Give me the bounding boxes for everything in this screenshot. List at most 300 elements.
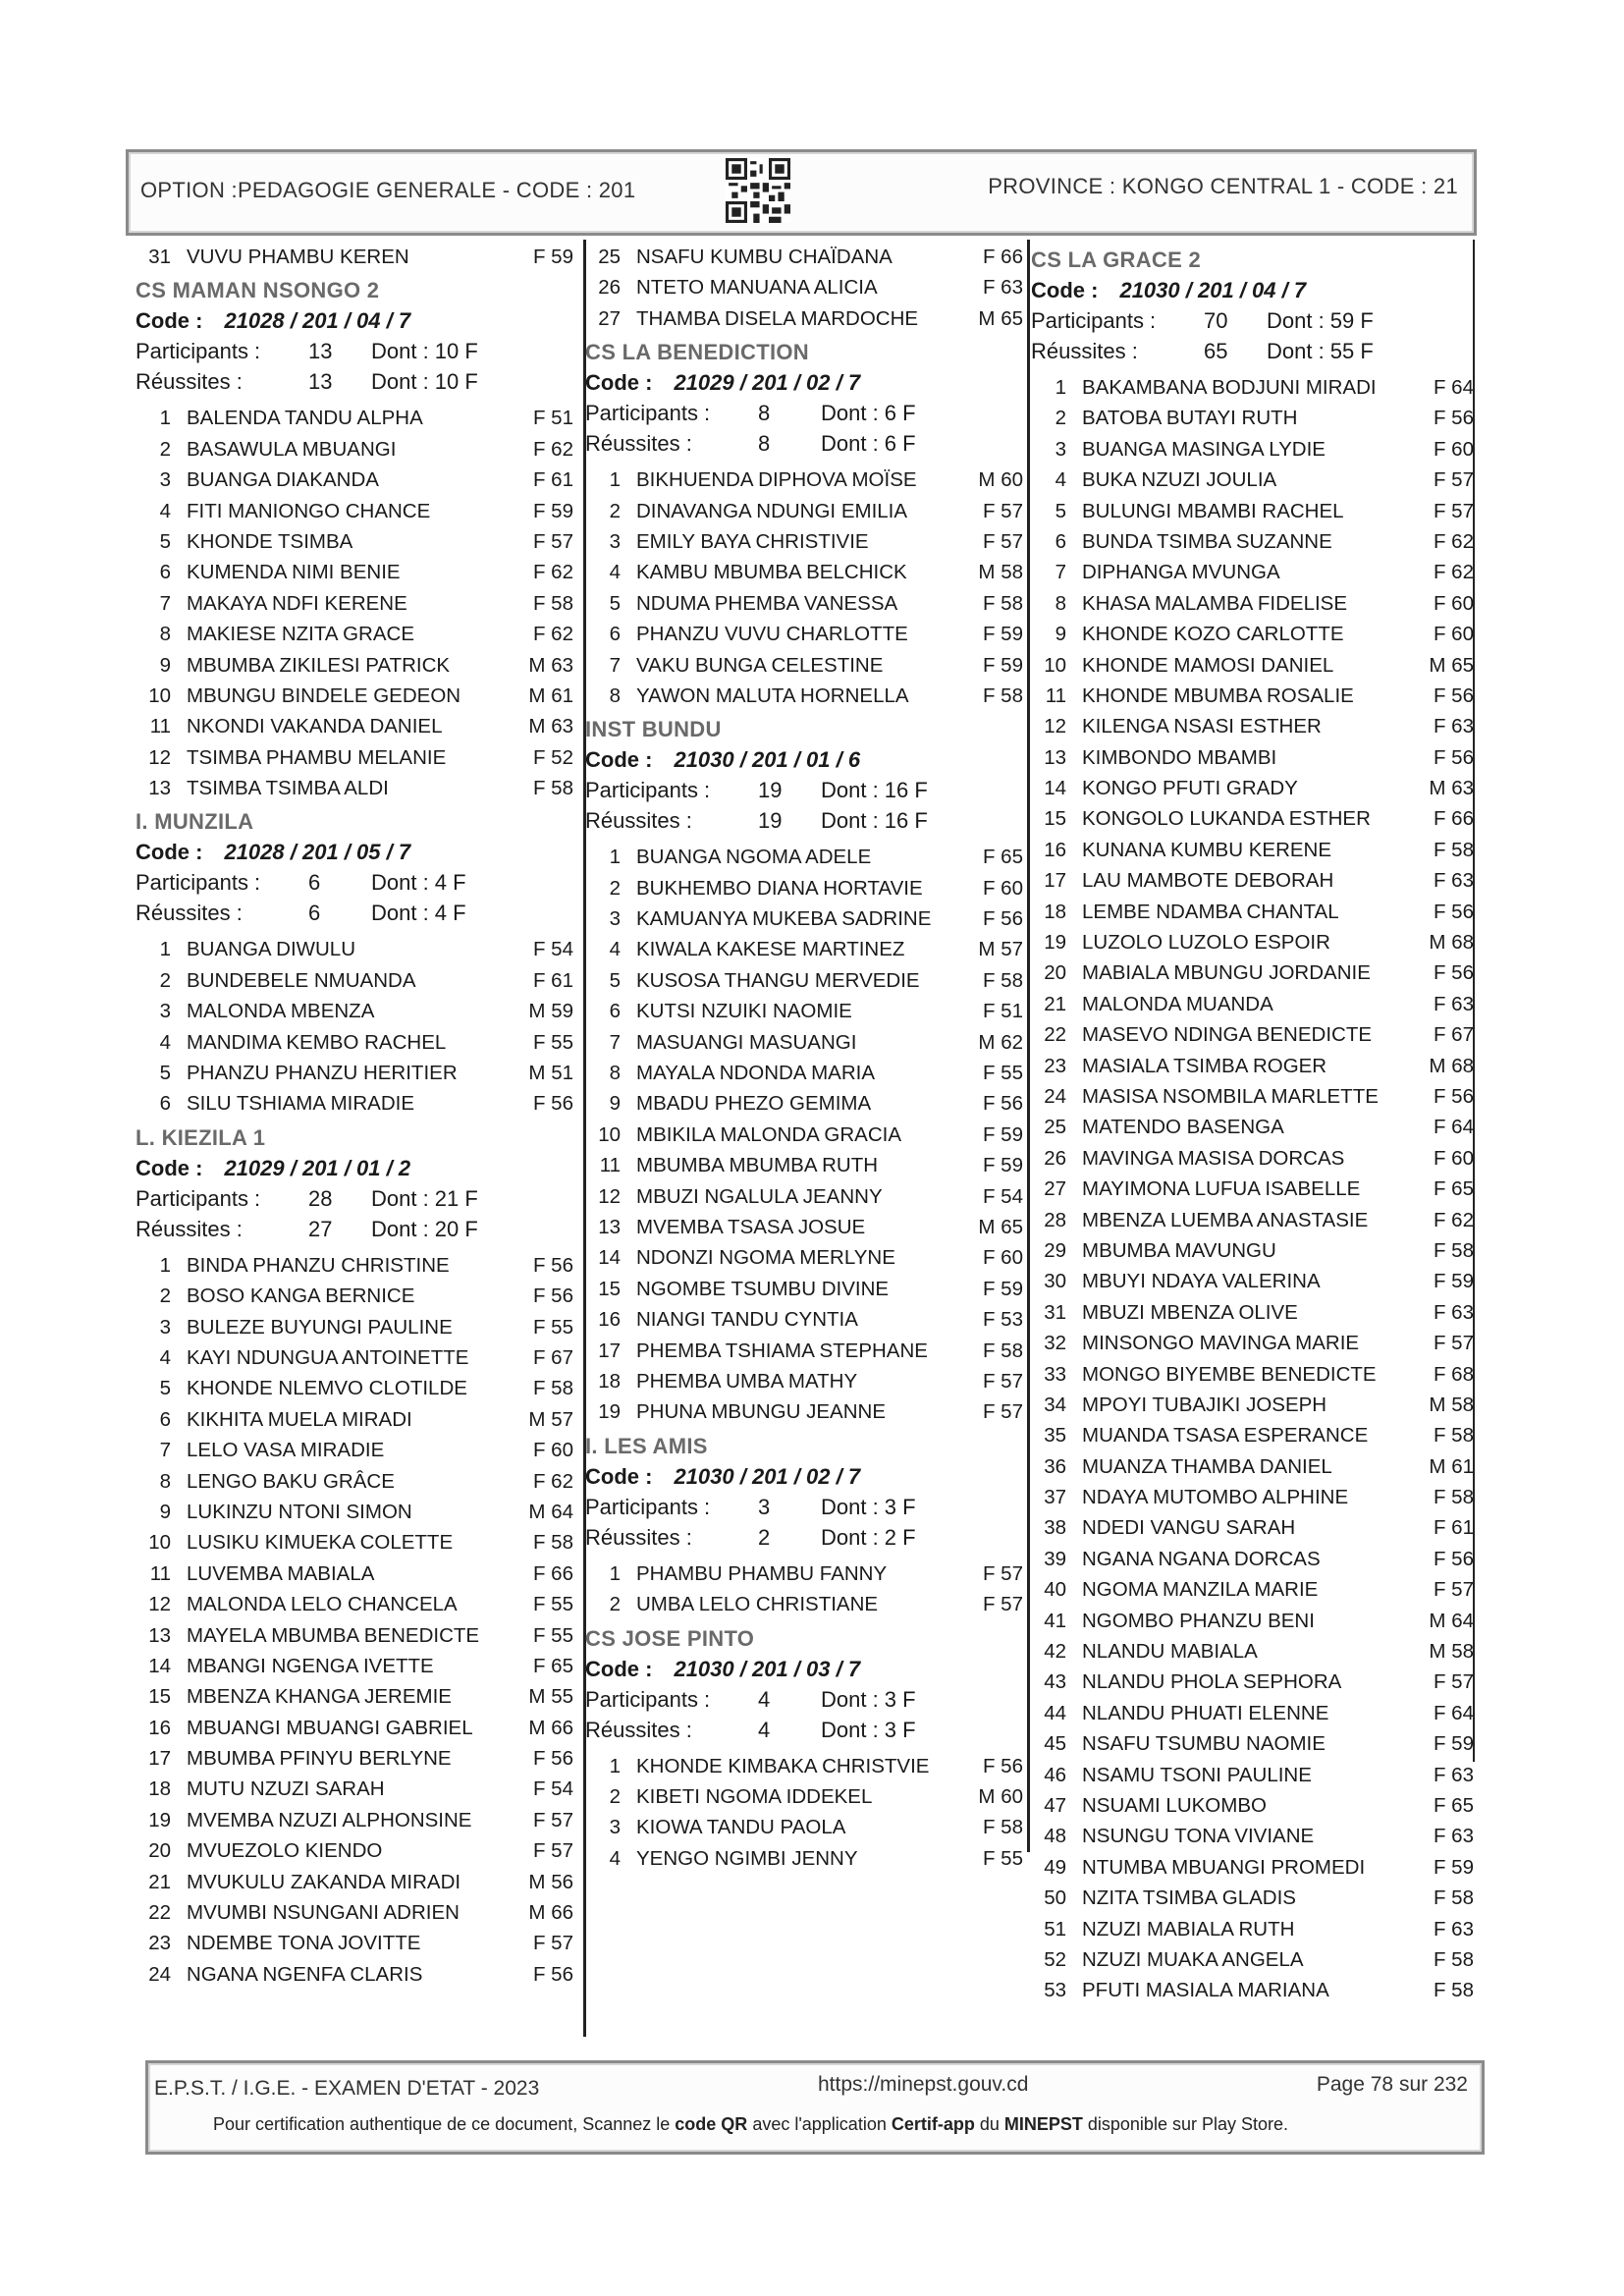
student-sex-score: F 65 xyxy=(1433,1177,1474,1201)
student-sex-score: F 58 xyxy=(1433,1886,1474,1910)
code-value: 21028 / 201 / 05 / 7 xyxy=(224,840,411,865)
student-name: MALONDA LELO CHANCELA xyxy=(187,1593,458,1616)
participants-stat xyxy=(585,1492,1027,1522)
student-sex-score: F 60 xyxy=(1433,1146,1474,1170)
student-row xyxy=(1031,742,1478,773)
student-number: 3 xyxy=(159,1315,171,1339)
student-sex-score: M 65 xyxy=(1429,653,1474,677)
student-sex-score: M 56 xyxy=(528,1870,573,1893)
student-name: MBADU PHEZO GEMIMA xyxy=(636,1092,872,1116)
student-name: MBUMBA MBUMBA RUTH xyxy=(636,1154,879,1177)
reussites-count: 27 xyxy=(308,1216,333,1241)
student-number: 12 xyxy=(598,1184,621,1208)
student-name: PHANZU PHANZU HERITIER xyxy=(187,1062,458,1085)
student-row xyxy=(135,619,577,649)
student-number: 5 xyxy=(159,529,171,553)
student-row xyxy=(585,965,1027,996)
student-name: MUANDA TSASA ESPERANCE xyxy=(1082,1424,1369,1448)
student-name: NDEDI VANGU SARAH xyxy=(1082,1516,1296,1540)
student-name: DINAVANGA NDUNGI EMILIA xyxy=(636,499,908,522)
student-sex-score: F 66 xyxy=(982,246,1023,268)
reussites-label: Réussites : xyxy=(135,1216,243,1241)
student-name: BALENDA TANDU ALPHA xyxy=(187,407,423,430)
student-name: MUANZA THAMBA DANIEL xyxy=(1082,1454,1332,1478)
student-row xyxy=(1031,588,1478,619)
page-number: Page 78 sur 232 xyxy=(1316,2073,1468,2096)
student-row xyxy=(585,650,1027,681)
code-label: Code : xyxy=(1031,278,1099,302)
student-number: 1 xyxy=(609,1754,621,1777)
student-number: 17 xyxy=(598,1339,621,1362)
student-sex-score: M 65 xyxy=(978,306,1023,330)
student-number: 50 xyxy=(1044,1886,1066,1910)
student-name: TSIMBA PHAMBU MELANIE xyxy=(187,745,447,769)
student-name: MAKIESE NZITA GRACE xyxy=(187,623,414,646)
student-row xyxy=(1031,1019,1478,1050)
student-name: KHONDE KIMBAKA CHRISTVIE xyxy=(636,1754,930,1777)
school-code xyxy=(135,305,577,336)
student-number: 52 xyxy=(1044,1947,1066,1971)
student-name: NLANDU PHOLA SEPHORA xyxy=(1082,1670,1342,1694)
student-number: 6 xyxy=(159,1407,171,1431)
student-number: 8 xyxy=(609,1062,621,1085)
student-sex-score: F 56 xyxy=(1433,745,1474,769)
student-name: KHASA MALAMBA FIDELISE xyxy=(1082,591,1348,615)
student-sex-score: F 57 xyxy=(532,1808,573,1831)
student-name: NIANGI TANDU CYNTIA xyxy=(636,1308,858,1332)
student-name: KIBETI NGOMA IDDEKEL xyxy=(636,1784,873,1808)
student-row xyxy=(585,1843,1027,1874)
student-sex-score: F 51 xyxy=(532,407,573,430)
student-row xyxy=(135,1281,577,1311)
school-block xyxy=(585,711,1027,1427)
student-number: 4 xyxy=(159,499,171,522)
student-number: 14 xyxy=(598,1246,621,1270)
student-name: BASAWULA MBUANGI xyxy=(187,437,397,461)
student-number: 31 xyxy=(1044,1300,1066,1324)
student-sex-score: M 64 xyxy=(1429,1609,1474,1632)
student-sex-score: F 58 xyxy=(1433,1486,1474,1509)
participants-label: Participants : xyxy=(135,1185,261,1211)
student-row xyxy=(1031,1112,1478,1142)
student-sex-score: F 66 xyxy=(532,1561,573,1585)
student-name: LENGO BAKU GRÂCE xyxy=(187,1469,395,1493)
student-name: MAYELA MBUMBA BENEDICTE xyxy=(187,1623,480,1647)
website-link[interactable]: https://minepst.gouv.cd xyxy=(818,2073,1029,2096)
student-row xyxy=(585,1027,1027,1058)
school-name: CS LA BENEDICTION xyxy=(585,340,809,365)
school-name: I. MUNZILA xyxy=(135,809,254,835)
student-row xyxy=(585,1150,1027,1180)
reussites-label: Réussites : xyxy=(135,901,243,926)
student-row xyxy=(585,1212,1027,1242)
student-row xyxy=(1031,1975,1478,2005)
code-label: Code : xyxy=(135,308,203,334)
student-number: 12 xyxy=(148,1593,171,1616)
code-value: 21030 / 201 / 01 / 6 xyxy=(674,747,861,773)
student-sex-score: M 59 xyxy=(528,1000,573,1023)
student-number: 3 xyxy=(609,907,621,931)
student-number: 5 xyxy=(609,968,621,992)
participants-label: Participants : xyxy=(135,870,261,896)
participants-stat xyxy=(585,775,1027,805)
student-number: 32 xyxy=(1044,1332,1066,1355)
student-row xyxy=(1031,681,1478,711)
student-number: 8 xyxy=(609,683,621,707)
student-sex-score: F 56 xyxy=(532,1962,573,1986)
student-row xyxy=(135,1805,577,1835)
student-row xyxy=(1031,557,1478,587)
school-code xyxy=(1031,275,1478,305)
student-sex-score: F 55 xyxy=(982,1062,1023,1085)
school-name: CS LA GRACE 2 xyxy=(1031,247,1201,272)
student-row xyxy=(1031,1266,1478,1296)
student-row xyxy=(135,1027,577,1058)
student-row xyxy=(135,1497,577,1527)
school-code xyxy=(585,1461,1027,1492)
participants-label: Participants : xyxy=(585,401,711,426)
student-sex-score: F 57 xyxy=(982,1369,1023,1393)
student-row xyxy=(1031,1235,1478,1266)
student-name: BUANGA MASINGA LYDIE xyxy=(1082,437,1326,461)
student-sex-score: F 60 xyxy=(1433,437,1474,461)
student-name: NDAYA MUTOMBO ALPHINE xyxy=(1082,1486,1349,1509)
student-row xyxy=(135,1558,577,1589)
participants-female: Dont : 21 F xyxy=(371,1185,478,1211)
student-sex-score: F 60 xyxy=(532,1439,573,1462)
reussites-count: 13 xyxy=(308,369,333,395)
student-number: 10 xyxy=(598,1122,621,1146)
student-number: 22 xyxy=(148,1901,171,1925)
student-number: 41 xyxy=(1044,1609,1066,1632)
student-name: NDUMA PHEMBA VANESSA xyxy=(636,591,898,615)
student-row xyxy=(135,1897,577,1928)
student-row xyxy=(1031,1698,1478,1728)
student-number: 20 xyxy=(148,1839,171,1863)
student-number: 16 xyxy=(148,1716,171,1739)
student-row xyxy=(135,1681,577,1712)
student-number: 39 xyxy=(1044,1547,1066,1570)
student-name: KONGO PFUTI GRADY xyxy=(1082,777,1298,800)
student-number: 19 xyxy=(1044,931,1066,955)
student-row xyxy=(1031,773,1478,803)
student-number: 12 xyxy=(1044,715,1066,738)
student-number: 23 xyxy=(1044,1054,1066,1077)
column-divider xyxy=(1027,240,1030,1852)
student-name: NZUZI MUAKA ANGELA xyxy=(1082,1947,1304,1971)
participants-count: 28 xyxy=(308,1185,333,1211)
page-footer xyxy=(145,2060,1485,2155)
student-number: 42 xyxy=(1044,1640,1066,1664)
reussites-label: Réussites : xyxy=(1031,339,1138,363)
province-label: PROVINCE : KONGO CENTRAL 1 - CODE : 21 xyxy=(988,174,1458,198)
student-row xyxy=(135,242,577,272)
student-row xyxy=(1031,526,1478,557)
student-row xyxy=(135,1774,577,1804)
student-sex-score: M 66 xyxy=(528,1716,573,1739)
student-row xyxy=(1031,403,1478,433)
student-name: MBUZI NGALULA JEANNY xyxy=(636,1184,883,1208)
reussites-female: Dont : 3 F xyxy=(821,1717,916,1742)
student-row xyxy=(1031,957,1478,988)
student-number: 8 xyxy=(159,623,171,646)
code-label: Code : xyxy=(135,840,203,865)
school-block xyxy=(135,803,577,1119)
code-label: Code : xyxy=(585,1463,653,1489)
student-sex-score: F 58 xyxy=(532,1377,573,1400)
student-sex-score: F 56 xyxy=(1433,1084,1474,1108)
student-row xyxy=(135,650,577,681)
student-row xyxy=(135,1088,577,1119)
student-sex-score: M 60 xyxy=(978,468,1023,492)
student-row xyxy=(585,1181,1027,1212)
student-number: 3 xyxy=(159,468,171,492)
student-row xyxy=(135,1250,577,1281)
student-sex-score: F 63 xyxy=(1433,869,1474,893)
student-name: NSUNGU TONA VIVIANE xyxy=(1082,1825,1315,1848)
student-sex-score: F 60 xyxy=(1433,591,1474,615)
participants-female: Dont : 6 F xyxy=(821,401,916,426)
student-number: 6 xyxy=(159,1092,171,1116)
reussites-stat xyxy=(135,366,577,397)
student-row xyxy=(585,1812,1027,1842)
student-number: 1 xyxy=(609,846,621,869)
student-number: 8 xyxy=(1055,591,1066,615)
student-name: MUTU NZUZI SARAH xyxy=(187,1777,385,1801)
participants-stat xyxy=(585,398,1027,428)
student-sex-score: F 51 xyxy=(982,1000,1023,1023)
student-name: MBUMBA MAVUNGU xyxy=(1082,1238,1276,1262)
student-sex-score: M 68 xyxy=(1429,1054,1474,1077)
student-row xyxy=(135,1312,577,1342)
student-row xyxy=(585,1242,1027,1273)
student-row xyxy=(1031,650,1478,681)
student-row xyxy=(135,1589,577,1619)
participants-label: Participants : xyxy=(1031,308,1157,333)
student-name: BAKAMBANA BODJUNI MIRADI xyxy=(1082,376,1377,399)
student-sex-score: M 57 xyxy=(978,938,1023,961)
student-sex-score: F 56 xyxy=(1433,900,1474,923)
reussites-female: Dont : 20 F xyxy=(371,1216,478,1241)
student-sex-score: F 56 xyxy=(1433,407,1474,430)
student-row xyxy=(1031,1606,1478,1636)
student-row xyxy=(135,1928,577,1958)
student-sex-score: F 58 xyxy=(1433,1947,1474,1971)
student-row xyxy=(135,526,577,557)
student-sex-score: F 59 xyxy=(982,623,1023,646)
student-name: BULUNGI MBAMBI RACHEL xyxy=(1082,499,1344,522)
student-row xyxy=(1031,865,1478,896)
student-name: KIWALA KAKESE MARTINEZ xyxy=(636,938,905,961)
student-number: 11 xyxy=(149,715,171,738)
student-name: KHONDE MAMOSI DANIEL xyxy=(1082,653,1334,677)
student-name: MAVINGA MASISA DORCAS xyxy=(1082,1146,1345,1170)
student-sex-score: M 60 xyxy=(978,1784,1023,1808)
student-sex-score: F 65 xyxy=(982,846,1023,869)
student-row xyxy=(135,434,577,465)
student-name: MBIKILA MALONDA GRACIA xyxy=(636,1122,901,1146)
student-number: 24 xyxy=(1044,1084,1066,1108)
student-number: 21 xyxy=(148,1870,171,1893)
student-sex-score: M 58 xyxy=(1429,1640,1474,1664)
student-name: BUNDA TSIMBA SUZANNE xyxy=(1082,529,1332,553)
student-name: NGOMBO PHANZU BENI xyxy=(1082,1609,1315,1632)
student-number: 6 xyxy=(609,1000,621,1023)
student-sex-score: F 61 xyxy=(1433,1516,1474,1540)
reussites-stat xyxy=(135,1214,577,1244)
student-row xyxy=(585,1336,1027,1366)
student-name: KUMENDA NIMI BENIE xyxy=(187,561,401,584)
participants-count: 70 xyxy=(1204,308,1228,333)
student-number: 2 xyxy=(1055,407,1066,430)
school-name: CS JOSE PINTO xyxy=(585,1625,755,1651)
student-number: 11 xyxy=(149,1561,171,1585)
student-row xyxy=(1031,897,1478,927)
student-sex-score: F 54 xyxy=(532,938,573,961)
student-name: LUSIKU KIMUEKA COLETTE xyxy=(187,1531,454,1555)
student-name: MONGO BIYEMBE BENEDICTE xyxy=(1082,1362,1377,1386)
student-number: 14 xyxy=(1044,777,1066,800)
student-sex-score: F 54 xyxy=(532,1777,573,1801)
student-row xyxy=(585,303,1027,334)
student-number: 13 xyxy=(148,1623,171,1647)
student-name: MBUNGU BINDELE GEDEON xyxy=(187,683,461,707)
student-row xyxy=(585,1304,1027,1335)
student-sex-score: F 62 xyxy=(532,561,573,584)
student-name: PHEMBA TSHIAMA STEPHANE xyxy=(636,1339,928,1362)
student-sex-score: F 57 xyxy=(1433,468,1474,492)
student-row xyxy=(135,681,577,711)
student-sex-score: F 59 xyxy=(982,1154,1023,1177)
school-code xyxy=(585,744,1027,775)
student-name: BINDA PHANZU CHRISTINE xyxy=(187,1253,450,1277)
student-number: 28 xyxy=(1044,1208,1066,1231)
student-sex-score: F 55 xyxy=(532,1030,573,1054)
student-number: 17 xyxy=(148,1747,171,1771)
student-name: NZITA TSIMBA GLADIS xyxy=(1082,1886,1296,1910)
student-name: LUKINZU NTONI SIMON xyxy=(187,1500,412,1523)
student-row xyxy=(1031,1143,1478,1174)
participants-count: 3 xyxy=(758,1494,771,1519)
student-row xyxy=(1031,1760,1478,1790)
student-name: NZUZI MABIALA RUTH xyxy=(1082,1917,1295,1941)
student-name: MALONDA MUANDA xyxy=(1082,992,1273,1015)
student-row xyxy=(135,588,577,619)
student-row xyxy=(585,1558,1027,1589)
student-row xyxy=(585,681,1027,711)
student-name: KHONDE KOZO CARLOTTE xyxy=(1082,623,1344,646)
student-sex-score: F 56 xyxy=(982,1092,1023,1116)
reussites-count: 19 xyxy=(758,808,783,834)
student-name: BUNDEBELE NMUANDA xyxy=(187,968,416,992)
school-block xyxy=(585,1620,1027,1875)
school-code xyxy=(585,367,1027,398)
student-name: KUNANA KUMBU KERENE xyxy=(1082,838,1332,861)
student-name: MVUMBI NSUNGANI ADRIEN xyxy=(187,1901,460,1925)
student-name: NKONDI VAKANDA DANIEL xyxy=(187,715,443,738)
student-row xyxy=(135,465,577,495)
student-row xyxy=(585,934,1027,964)
student-name: KILENGA NSASI ESTHER xyxy=(1082,715,1322,738)
student-sex-score: F 57 xyxy=(982,499,1023,522)
student-name: MINSONGO MAVINGA MARIE xyxy=(1082,1332,1360,1355)
student-sex-score: F 65 xyxy=(532,1654,573,1677)
student-sex-score: F 62 xyxy=(532,623,573,646)
student-number: 21 xyxy=(1044,992,1066,1015)
student-number: 10 xyxy=(148,1531,171,1555)
student-name: MBUMBA PFINYU BERLYNE xyxy=(187,1747,452,1771)
student-number: 46 xyxy=(1044,1763,1066,1786)
student-sex-score: F 63 xyxy=(1433,1917,1474,1941)
student-name: MBUMBA ZIKILESI PATRICK xyxy=(187,653,451,677)
continued-list xyxy=(585,242,1027,334)
student-row xyxy=(585,242,1027,272)
student-sex-score: F 63 xyxy=(1433,1300,1474,1324)
student-sex-score: F 58 xyxy=(982,1816,1023,1839)
school-code xyxy=(135,1153,577,1183)
student-name: MABIALA MBUNGU JORDANIE xyxy=(1082,961,1371,985)
student-row xyxy=(1031,1451,1478,1482)
student-sex-score: F 57 xyxy=(1433,1332,1474,1355)
student-sex-score: F 64 xyxy=(1433,1701,1474,1724)
school-name: CS MAMAN NSONGO 2 xyxy=(135,278,380,303)
student-row xyxy=(135,557,577,587)
code-value: 21029 / 201 / 02 / 7 xyxy=(674,370,861,396)
student-number: 47 xyxy=(1044,1793,1066,1817)
student-row xyxy=(1031,927,1478,957)
participants-count: 6 xyxy=(308,870,321,896)
student-number: 25 xyxy=(1044,1116,1066,1139)
reussites-label: Réussites : xyxy=(585,431,692,457)
student-number: 1 xyxy=(159,1253,171,1277)
student-number: 2 xyxy=(159,968,171,992)
student-name: MAKAYA NDFI KERENE xyxy=(187,591,407,615)
student-row xyxy=(135,965,577,996)
student-name: MATENDO BASENGA xyxy=(1082,1116,1284,1139)
note-app: Certif-app xyxy=(891,2114,975,2134)
student-row xyxy=(585,1781,1027,1812)
student-number: 19 xyxy=(598,1400,621,1424)
reussites-count: 8 xyxy=(758,431,771,457)
student-row xyxy=(1031,619,1478,649)
student-number: 27 xyxy=(1044,1177,1066,1201)
student-sex-score: F 62 xyxy=(532,437,573,461)
student-name: MBUYI NDAYA VALERINA xyxy=(1082,1270,1321,1293)
student-name: KUSOSA THANGU MERVEDIE xyxy=(636,968,920,992)
student-number: 15 xyxy=(598,1277,621,1300)
student-row xyxy=(1031,1482,1478,1512)
student-name: MALONDA MBENZA xyxy=(187,1000,375,1023)
student-sex-score: F 60 xyxy=(1433,623,1474,646)
note-text: du xyxy=(974,2114,1004,2134)
student-sex-score: M 63 xyxy=(1429,777,1474,800)
student-name: NSAFU KUMBU CHAÏDANA xyxy=(636,246,893,268)
student-sex-score: F 59 xyxy=(532,499,573,522)
student-number: 2 xyxy=(159,437,171,461)
code-value: 21028 / 201 / 04 / 7 xyxy=(224,308,411,334)
reussites-count: 6 xyxy=(308,901,321,926)
student-name: KONGOLO LUKANDA ESTHER xyxy=(1082,807,1371,831)
school-name: I. LES AMIS xyxy=(585,1433,708,1458)
student-sex-score: F 59 xyxy=(982,1277,1023,1300)
student-name: DIPHANGA MVUNGA xyxy=(1082,561,1280,584)
student-name: BATOBA BUTAYI RUTH xyxy=(1082,407,1298,430)
student-number: 4 xyxy=(159,1030,171,1054)
student-name: MVUEZOLO KIENDO xyxy=(187,1839,383,1863)
student-name: NLANDU PHUATI ELENNE xyxy=(1082,1701,1329,1724)
student-name: NLANDU MABIALA xyxy=(1082,1640,1258,1664)
student-row xyxy=(585,1120,1027,1150)
